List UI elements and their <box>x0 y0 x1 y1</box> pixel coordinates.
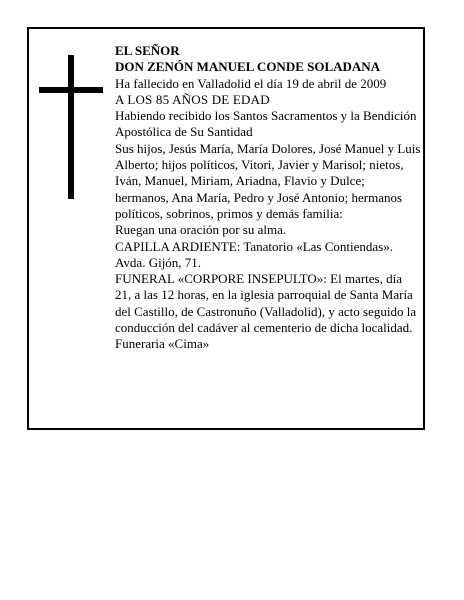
cross-icon <box>39 55 103 199</box>
funeral-home-text: Funeraria «Cima» <box>115 336 210 352</box>
prayer-text: Ruegan una oración por su alma. <box>115 222 287 238</box>
sacraments-text: Habiendo recibido los Santos Sacramentos y la Bendición Apostólica de Su Santidad <box>115 108 417 140</box>
deceased-name: DON ZENÓN MANUEL CONDE SOLADANA <box>115 59 381 75</box>
notice-body <box>115 43 421 353</box>
cross-vertical-bar <box>68 55 74 199</box>
funeral-text: FUNERAL «CORPORE INSEPULTO»: El martes, día 21, a las 12 horas, en la iglesia parroquial de Santa María del Castillo, de Castronuño (Valladolid), y acto seguido la conducción del cadáver al cementerio de dicha localidad. <box>115 271 417 336</box>
family-text: Sus hijos, Jesús María, María Dolores, José Manuel y Luis Alberto; hijos políticos, Vitori, Javier y Marisol; nietos, Iván, Manuel, Miriam, Ariadna, Flavio y Dulce; hermanos, Ana María, Pedro y José Antonio; hermanos políticos, sobrinos, primos y demás familia: <box>115 140 421 221</box>
age-line: A LOS 85 AÑOS DE EDAD <box>115 91 270 107</box>
chapel-text: CAPILLA ARDIENTE: Tanatorio «Las Contiendas». Avda. Gijón, 71. <box>115 238 393 270</box>
obituary-notice <box>27 27 425 430</box>
death-line: Ha fallecido en Valladolid el día 19 de abril de 2009 <box>115 75 387 91</box>
cross-horizontal-bar <box>39 87 103 93</box>
notice-heading: EL SEÑOR <box>115 43 180 58</box>
